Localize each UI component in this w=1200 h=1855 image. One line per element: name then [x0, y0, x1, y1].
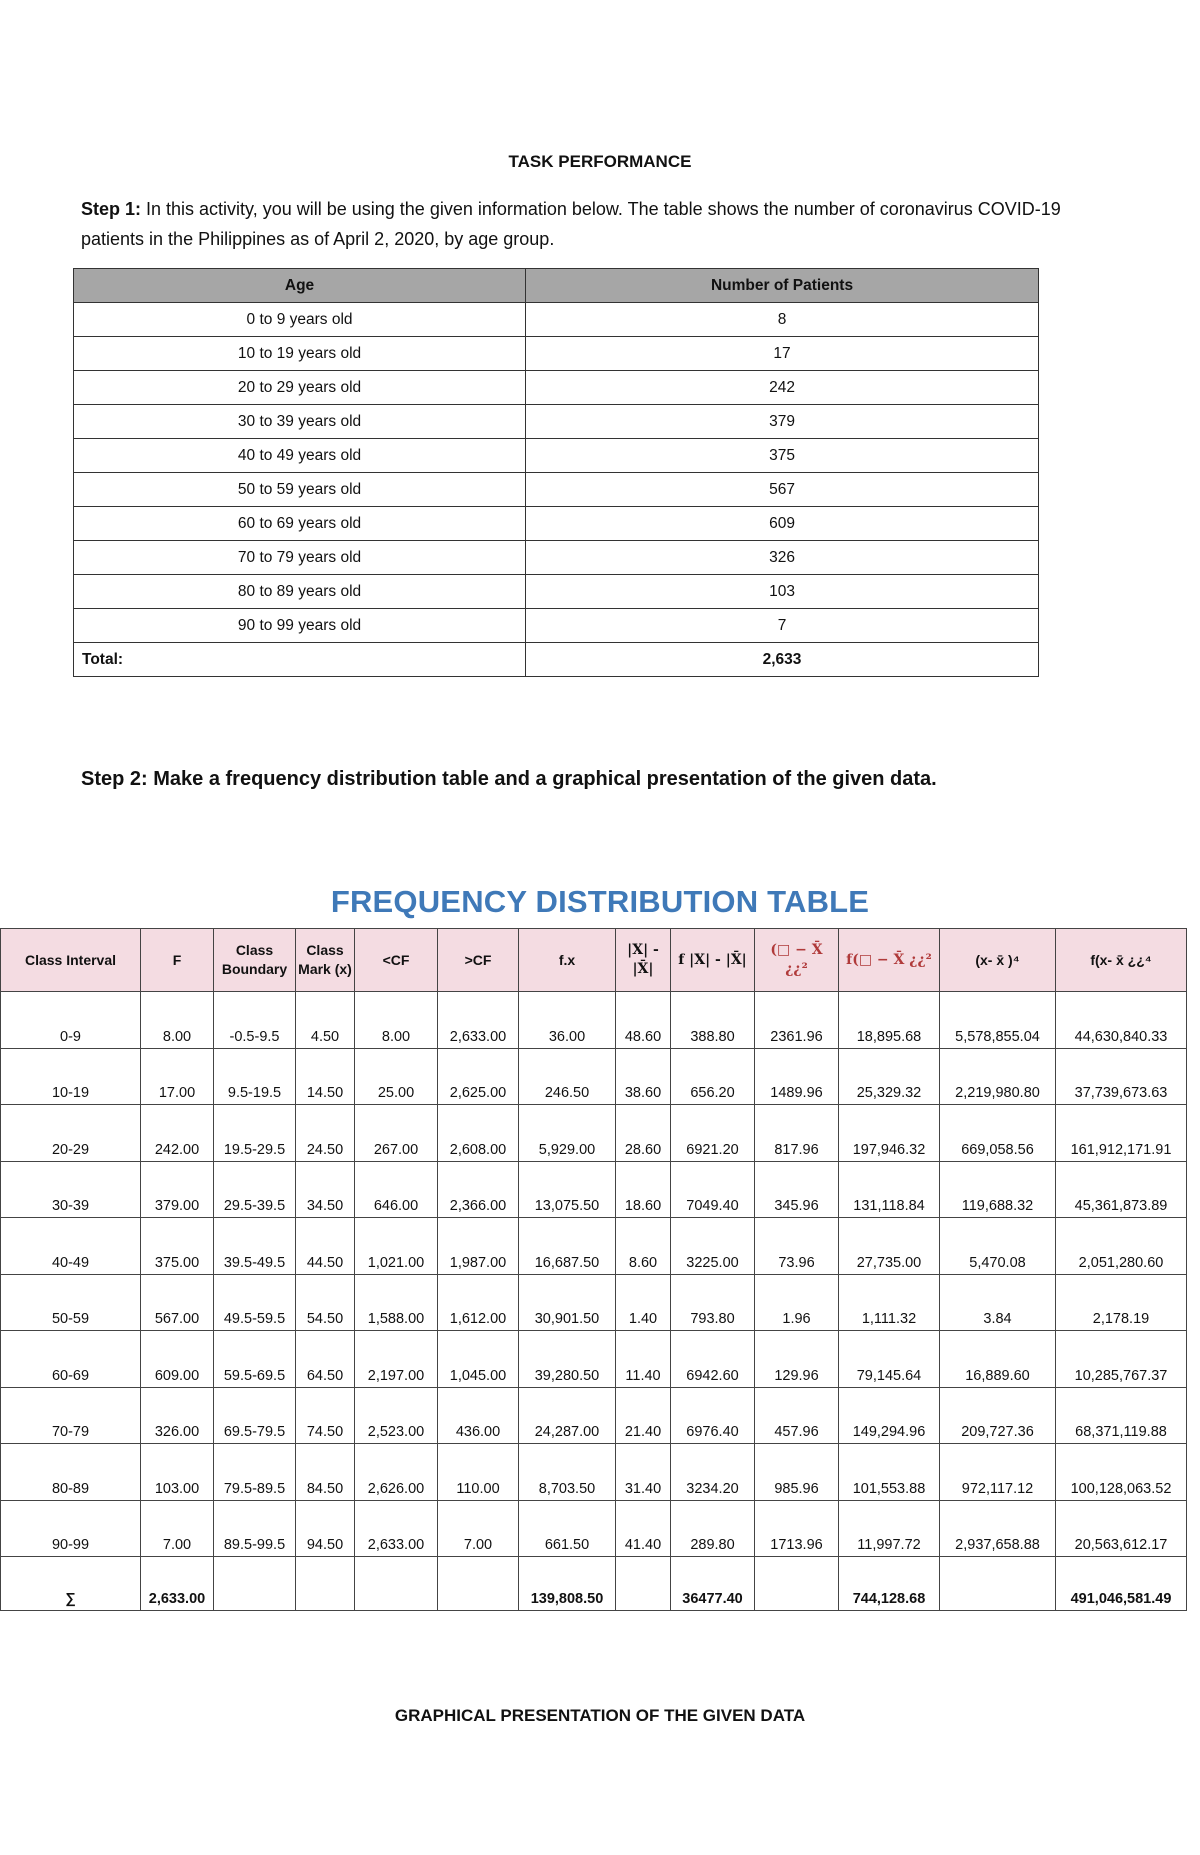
class-interval-cell: 80-89: [1, 1444, 141, 1501]
f-abs-deviation-cell: 3234.20: [671, 1444, 755, 1501]
f-squared-deviation-cell: 101,553.88: [839, 1444, 940, 1501]
table-row: [1, 1161, 1187, 1218]
class-interval-cell: 50-59: [1, 1274, 141, 1331]
f-squared-deviation-cell: 11,997.72: [839, 1500, 940, 1557]
frequency-table-title: FREQUENCY DISTRIBUTION TABLE: [330, 884, 870, 919]
header-class-mark: Class Mark (x): [296, 929, 355, 992]
table-row: [1, 1274, 1187, 1331]
class-mark-cell: 84.50: [296, 1444, 355, 1501]
class-boundary-cell: -0.5-9.5: [214, 992, 296, 1049]
f-abs-deviation-cell: 793.80: [671, 1274, 755, 1331]
age-table-header: [74, 269, 1039, 303]
greater-than-cf-cell: 2,608.00: [438, 1105, 519, 1162]
frequency-distribution-table: [0, 928, 1187, 1611]
fourth-deviation-cell: 972,117.12: [940, 1444, 1056, 1501]
f-fourth-deviation-cell: 161,912,171.91: [1056, 1105, 1187, 1162]
class-mark-cell: 64.50: [296, 1331, 355, 1388]
abs-deviation-cell: 38.60: [616, 1048, 671, 1105]
sum-f-fourth-deviation-cell: 491,046,581.49: [1056, 1557, 1187, 1611]
table-row: [1, 1387, 1187, 1444]
fx-cell: 13,075.50: [519, 1161, 616, 1218]
f-abs-deviation-cell: 6921.20: [671, 1105, 755, 1162]
age-cell: 60 to 69 years old: [74, 507, 526, 541]
age-table-row: [74, 575, 1039, 609]
class-boundary-cell: 19.5-29.5: [214, 1105, 296, 1162]
greater-than-cf-cell: 7.00: [438, 1500, 519, 1557]
abs-deviation-cell: 18.60: [616, 1161, 671, 1218]
squared-deviation-cell: 345.96: [755, 1161, 839, 1218]
age-cell: 90 to 99 years old: [74, 609, 526, 643]
sum-f-abs-deviation-cell: 36477.40: [671, 1557, 755, 1611]
greater-than-cf-cell: 110.00: [438, 1444, 519, 1501]
fx-cell: 24,287.00: [519, 1387, 616, 1444]
header-class-interval: Class Interval: [1, 929, 141, 992]
abs-deviation-cell: 11.40: [616, 1331, 671, 1388]
frequency-cell: 326.00: [141, 1387, 214, 1444]
patients-cell: 326: [526, 541, 1039, 575]
header-f-fourth-deviation: f(x- x̄ ¿¿⁴: [1056, 929, 1187, 992]
patients-cell: 103: [526, 575, 1039, 609]
less-than-cf-cell: 2,197.00: [355, 1331, 438, 1388]
greater-than-cf-cell: 2,633.00: [438, 992, 519, 1049]
age-cell: 20 to 29 years old: [74, 371, 526, 405]
age-table-row: [74, 337, 1039, 371]
class-interval-cell: 70-79: [1, 1387, 141, 1444]
age-cell: 10 to 19 years old: [74, 337, 526, 371]
f-abs-deviation-cell: 7049.40: [671, 1161, 755, 1218]
class-interval-cell: 30-39: [1, 1161, 141, 1218]
f-squared-deviation-cell: 79,145.64: [839, 1331, 940, 1388]
age-cell: 40 to 49 years old: [74, 439, 526, 473]
squared-deviation-cell: 985.96: [755, 1444, 839, 1501]
class-boundary-cell: 29.5-39.5: [214, 1161, 296, 1218]
f-squared-deviation-cell: 27,735.00: [839, 1218, 940, 1275]
f-fourth-deviation-cell: 45,361,873.89: [1056, 1161, 1187, 1218]
f-abs-deviation-cell: 656.20: [671, 1048, 755, 1105]
class-interval-cell: 40-49: [1, 1218, 141, 1275]
greater-than-cf-cell: 1,987.00: [438, 1218, 519, 1275]
age-table-row: [74, 303, 1039, 337]
f-squared-deviation-cell: 18,895.68: [839, 992, 940, 1049]
fourth-deviation-cell: 2,937,658.88: [940, 1500, 1056, 1557]
class-mark-cell: 14.50: [296, 1048, 355, 1105]
squared-deviation-cell: 129.96: [755, 1331, 839, 1388]
class-interval-cell: 20-29: [1, 1105, 141, 1162]
sum-frequency-cell: 2,633.00: [141, 1557, 214, 1611]
f-fourth-deviation-cell: 100,128,063.52: [1056, 1444, 1187, 1501]
fx-cell: 16,687.50: [519, 1218, 616, 1275]
patients-cell: 375: [526, 439, 1039, 473]
fourth-deviation-cell: 2,219,980.80: [940, 1048, 1056, 1105]
age-table-row: [74, 371, 1039, 405]
squared-deviation-cell: 73.96: [755, 1218, 839, 1275]
f-abs-deviation-cell: 3225.00: [671, 1218, 755, 1275]
fourth-deviation-cell: 16,889.60: [940, 1331, 1056, 1388]
patients-cell: 7: [526, 609, 1039, 643]
less-than-cf-cell: 2,626.00: [355, 1444, 438, 1501]
f-fourth-deviation-cell: 20,563,612.17: [1056, 1500, 1187, 1557]
f-squared-deviation-cell: 25,329.32: [839, 1048, 940, 1105]
f-squared-deviation-cell: 131,118.84: [839, 1161, 940, 1218]
class-mark-cell: 44.50: [296, 1218, 355, 1275]
squared-deviation-cell: 1713.96: [755, 1500, 839, 1557]
sum-abs-deviation-cell: [616, 1557, 671, 1611]
less-than-cf-cell: 25.00: [355, 1048, 438, 1105]
fourth-deviation-cell: 5,578,855.04: [940, 992, 1056, 1049]
patients-cell: 242: [526, 371, 1039, 405]
less-than-cf-cell: 2,523.00: [355, 1387, 438, 1444]
page-title: TASK PERFORMANCE: [508, 152, 692, 171]
header-fx: f.x: [519, 929, 616, 992]
sum-greater-than-cf-cell: [438, 1557, 519, 1611]
squared-deviation-cell: 2361.96: [755, 992, 839, 1049]
fourth-deviation-cell: 669,058.56: [940, 1105, 1056, 1162]
header-fourth-deviation: (x- x̄ )⁴: [940, 929, 1056, 992]
class-mark-cell: 24.50: [296, 1105, 355, 1162]
header-frequency: F: [141, 929, 214, 992]
age-header: Age: [74, 269, 526, 303]
fx-cell: 36.00: [519, 992, 616, 1049]
frequency-cell: 375.00: [141, 1218, 214, 1275]
table-row: [1, 1218, 1187, 1275]
abs-deviation-cell: 28.60: [616, 1105, 671, 1162]
sum-fourth-deviation-cell: [940, 1557, 1056, 1611]
fourth-deviation-cell: 5,470.08: [940, 1218, 1056, 1275]
fx-cell: 8,703.50: [519, 1444, 616, 1501]
f-abs-deviation-cell: 289.80: [671, 1500, 755, 1557]
patients-cell: 379: [526, 405, 1039, 439]
sum-fx-cell: 139,808.50: [519, 1557, 616, 1611]
fx-cell: 246.50: [519, 1048, 616, 1105]
f-fourth-deviation-cell: 10,285,767.37: [1056, 1331, 1187, 1388]
table-row: [1, 1500, 1187, 1557]
age-table: [73, 268, 1039, 677]
age-cell: 0 to 9 years old: [74, 303, 526, 337]
header-greater-than-cf: >CF: [438, 929, 519, 992]
abs-deviation-cell: 21.40: [616, 1387, 671, 1444]
age-table-row: [74, 473, 1039, 507]
f-fourth-deviation-cell: 44,630,840.33: [1056, 992, 1187, 1049]
sum-f-squared-deviation-cell: 744,128.68: [839, 1557, 940, 1611]
abs-deviation-cell: 48.60: [616, 992, 671, 1049]
age-cell: 30 to 39 years old: [74, 405, 526, 439]
class-mark-cell: 74.50: [296, 1387, 355, 1444]
class-mark-cell: 34.50: [296, 1161, 355, 1218]
class-boundary-cell: 79.5-89.5: [214, 1444, 296, 1501]
fourth-deviation-cell: 3.84: [940, 1274, 1056, 1331]
header-less-than-cf: <CF: [355, 929, 438, 992]
greater-than-cf-cell: 436.00: [438, 1387, 519, 1444]
header-f-abs-deviation: f |X| - |X̄|: [671, 929, 755, 992]
frequency-cell: 567.00: [141, 1274, 214, 1331]
abs-deviation-cell: 8.60: [616, 1218, 671, 1275]
table-row: [1, 1048, 1187, 1105]
header-class-boundary: Class Boundary: [214, 929, 296, 992]
header-f-squared-deviation: f(□ − X̄ ¿¿²: [839, 929, 940, 992]
step1-label: Step 1:: [81, 199, 142, 219]
patients-cell: 17: [526, 337, 1039, 371]
total-value: 2,633: [526, 643, 1039, 677]
step2-instructions: Step 2: Make a frequency distribution table and a graphical presentation of the given data.: [81, 768, 937, 790]
frequency-cell: 609.00: [141, 1331, 214, 1388]
frequency-cell: 242.00: [141, 1105, 214, 1162]
less-than-cf-cell: 8.00: [355, 992, 438, 1049]
step1-text: In this activity, you will be using the given information below. The table shows the number of coronavirus COVID-19 patients in the Philippines as of April 2, 2020, by age group.: [81, 199, 1061, 249]
greater-than-cf-cell: 1,612.00: [438, 1274, 519, 1331]
abs-deviation-cell: 1.40: [616, 1274, 671, 1331]
squared-deviation-cell: 457.96: [755, 1387, 839, 1444]
total-label: Total:: [74, 643, 526, 677]
age-cell: 80 to 89 years old: [74, 575, 526, 609]
table-row: [1, 1444, 1187, 1501]
frequency-cell: 103.00: [141, 1444, 214, 1501]
greater-than-cf-cell: 1,045.00: [438, 1331, 519, 1388]
header-abs-deviation: |X| - |X̄|: [616, 929, 671, 992]
class-interval-cell: 60-69: [1, 1331, 141, 1388]
frequency-cell: 17.00: [141, 1048, 214, 1105]
class-boundary-cell: 69.5-79.5: [214, 1387, 296, 1444]
table-row: [1, 1105, 1187, 1162]
age-table-row: [74, 439, 1039, 473]
less-than-cf-cell: 1,021.00: [355, 1218, 438, 1275]
less-than-cf-cell: 646.00: [355, 1161, 438, 1218]
table-row: [1, 1331, 1187, 1388]
greater-than-cf-cell: 2,625.00: [438, 1048, 519, 1105]
patients-cell: 8: [526, 303, 1039, 337]
fx-cell: 5,929.00: [519, 1105, 616, 1162]
f-fourth-deviation-cell: 68,371,119.88: [1056, 1387, 1187, 1444]
patients-cell: 567: [526, 473, 1039, 507]
class-mark-cell: 54.50: [296, 1274, 355, 1331]
sum-class-interval-cell: ∑: [1, 1557, 141, 1611]
class-mark-cell: 4.50: [296, 992, 355, 1049]
step1-instructions: [81, 194, 1121, 254]
f-fourth-deviation-cell: 2,178.19: [1056, 1274, 1187, 1331]
age-table-row: [74, 507, 1039, 541]
f-abs-deviation-cell: 6976.40: [671, 1387, 755, 1444]
age-cell: 50 to 59 years old: [74, 473, 526, 507]
table-row: [1, 992, 1187, 1049]
less-than-cf-cell: 267.00: [355, 1105, 438, 1162]
abs-deviation-cell: 41.40: [616, 1500, 671, 1557]
age-cell: 70 to 79 years old: [74, 541, 526, 575]
class-boundary-cell: 89.5-99.5: [214, 1500, 296, 1557]
f-squared-deviation-cell: 149,294.96: [839, 1387, 940, 1444]
abs-deviation-cell: 31.40: [616, 1444, 671, 1501]
fx-cell: 39,280.50: [519, 1331, 616, 1388]
patients-cell: 609: [526, 507, 1039, 541]
sum-row: [1, 1557, 1187, 1611]
f-fourth-deviation-cell: 2,051,280.60: [1056, 1218, 1187, 1275]
f-squared-deviation-cell: 1,111.32: [839, 1274, 940, 1331]
f-abs-deviation-cell: 6942.60: [671, 1331, 755, 1388]
class-interval-cell: 10-19: [1, 1048, 141, 1105]
less-than-cf-cell: 1,588.00: [355, 1274, 438, 1331]
fx-cell: 661.50: [519, 1500, 616, 1557]
f-fourth-deviation-cell: 37,739,673.63: [1056, 1048, 1187, 1105]
sum-class-mark-cell: [296, 1557, 355, 1611]
fourth-deviation-cell: 209,727.36: [940, 1387, 1056, 1444]
sum-squared-deviation-cell: [755, 1557, 839, 1611]
squared-deviation-cell: 1.96: [755, 1274, 839, 1331]
class-interval-cell: 90-99: [1, 1500, 141, 1557]
fx-cell: 30,901.50: [519, 1274, 616, 1331]
class-interval-cell: 0-9: [1, 992, 141, 1049]
class-boundary-cell: 59.5-69.5: [214, 1331, 296, 1388]
squared-deviation-cell: 817.96: [755, 1105, 839, 1162]
frequency-cell: 379.00: [141, 1161, 214, 1218]
patients-header: Number of Patients: [526, 269, 1039, 303]
sum-less-than-cf-cell: [355, 1557, 438, 1611]
header-squared-deviation: (□ − X̄ ¿¿²: [755, 929, 839, 992]
less-than-cf-cell: 2,633.00: [355, 1500, 438, 1557]
f-squared-deviation-cell: 197,946.32: [839, 1105, 940, 1162]
sum-class-boundary-cell: [214, 1557, 296, 1611]
class-mark-cell: 94.50: [296, 1500, 355, 1557]
class-boundary-cell: 39.5-49.5: [214, 1218, 296, 1275]
squared-deviation-cell: 1489.96: [755, 1048, 839, 1105]
f-abs-deviation-cell: 388.80: [671, 992, 755, 1049]
fourth-deviation-cell: 119,688.32: [940, 1161, 1056, 1218]
frequency-cell: 7.00: [141, 1500, 214, 1557]
age-table-row: [74, 609, 1039, 643]
class-boundary-cell: 49.5-59.5: [214, 1274, 296, 1331]
greater-than-cf-cell: 2,366.00: [438, 1161, 519, 1218]
frequency-table-header: [1, 929, 1187, 992]
frequency-cell: 8.00: [141, 992, 214, 1049]
class-boundary-cell: 9.5-19.5: [214, 1048, 296, 1105]
graph-title: GRAPHICAL PRESENTATION OF THE GIVEN DATA: [394, 1706, 806, 1725]
age-table-row: [74, 541, 1039, 575]
age-table-row: [74, 405, 1039, 439]
age-table-total-row: [74, 643, 1039, 677]
